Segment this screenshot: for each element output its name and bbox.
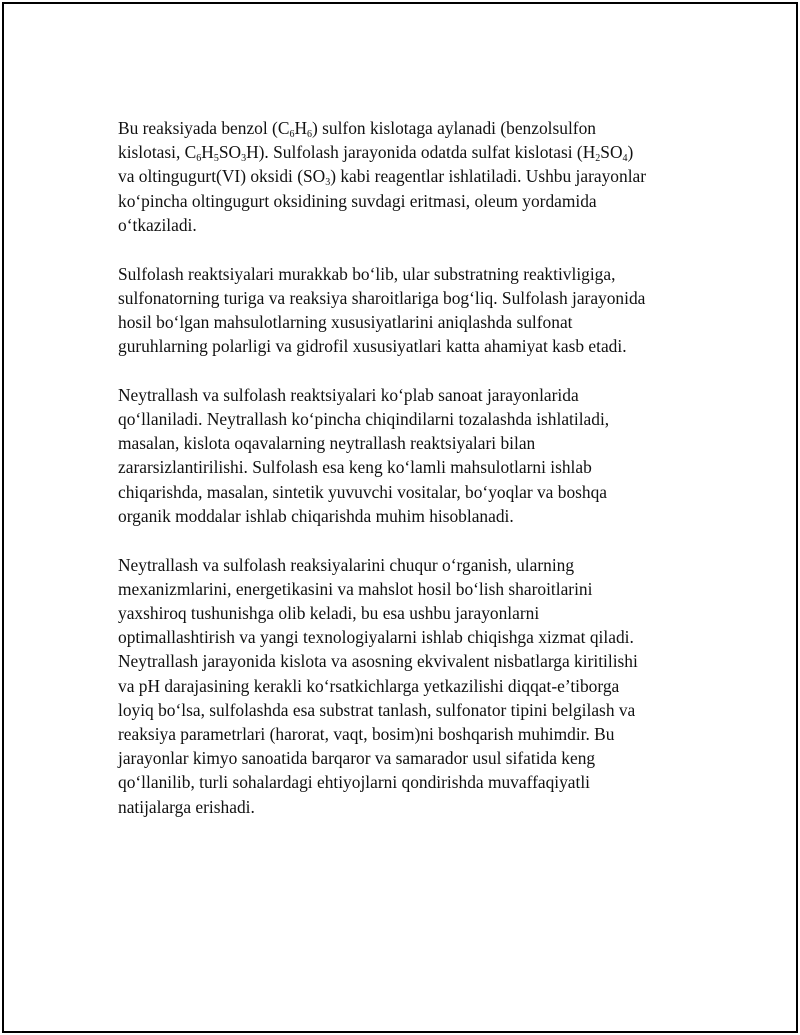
text-run: ) sulfon kislotaga aylanadi (benzolsulfon: [312, 118, 596, 138]
text-run: qoʻllanilib, turli sohalardagi ehtiyojlarni qondirishda muvaffaqiyatli: [118, 772, 591, 793]
text-line: [118, 383, 683, 407]
text-run: H: [294, 118, 307, 138]
text-line: [118, 795, 683, 819]
text-line: [118, 553, 683, 577]
text-line: [118, 140, 683, 164]
text-line: [118, 431, 683, 455]
text-run: SO: [600, 142, 623, 163]
text-run: organik moddalar ishlab chiqarishda muhim hisoblanadi.: [118, 505, 514, 526]
text-line: [118, 262, 683, 286]
text-run: mexanizmlarini, energetikasini va mahslot hosil boʻlish sharoitlarini: [118, 578, 593, 599]
text-line: [118, 746, 683, 770]
text-run: natijalarga erishadi.: [118, 796, 255, 817]
subscript-text: 6: [289, 129, 295, 140]
text-run: Bu reaksiyada benzol (C: [118, 118, 290, 138]
text-run: chiqarishda, masalan, sintetik yuvuvchi vositalar, boʻyoqlar va boshqa: [118, 481, 608, 502]
text-run: SO: [218, 142, 242, 163]
text-run: masalan, kislota oqavalarning neytrallash reaktsiyalari bilan: [118, 433, 536, 454]
text-run: va oltingugurt(VI) oksidi (SO: [118, 166, 326, 187]
text-run: zararsizlantirilishi. Sulfolash esa keng koʻlamli mahsulotlarni ishlab: [118, 457, 592, 478]
text-run: va pH darajasining kerakli koʻrsatkichlarga yetkazilishi diqqat-e’tiborga: [118, 675, 620, 696]
text-line: [118, 189, 683, 213]
text-line: [118, 116, 683, 140]
text-run: jarayonlar kimyo sanoatida barqaror va samarador usul sifatida keng: [118, 748, 596, 769]
text-line: [118, 577, 683, 601]
subscript-text: 2: [595, 153, 601, 165]
text-line: [118, 770, 683, 794]
text-run: Neytrallash va sulfolash reaktsiyalari koʻplab sanoat jarayonlarida: [118, 384, 579, 405]
text-run: H). Sulfolash jarayonida odatda sulfat kislotasi (H: [246, 142, 596, 163]
text-run: reaksiya parametrlari (harorat, vaqt, bosim)ni boshqarish muhimdir. Bu: [118, 723, 615, 744]
document-body: [118, 116, 683, 843]
text-run: loyiq boʻlsa, sulfolashda esa substrat tanlash, sulfonator tipini belgilash va: [118, 699, 636, 720]
text-line: [118, 649, 683, 673]
text-run: koʻpincha oltingugurt oksidining suvdagi eritmasi, oleum yordamida: [118, 190, 597, 211]
text-line: [118, 601, 683, 625]
subscript-text: 5: [213, 153, 219, 165]
paragraph-4: [118, 553, 683, 819]
text-run: oʻtkaziladi.: [118, 214, 197, 235]
text-line: [118, 480, 683, 504]
text-line: [118, 286, 683, 310]
text-line: [118, 455, 683, 479]
paragraph-3: [118, 383, 683, 528]
text-run: guruhlarning polarligi va gidrofil xususiyatlari katta ahamiyat kasb etadi.: [118, 336, 627, 357]
text-run: sulfonatorning turiga va reaksiya sharoitlariga bogʻliq. Sulfolash jarayonida: [118, 287, 646, 308]
text-line: [118, 310, 683, 334]
subscript-text: 4: [622, 153, 628, 165]
text-run: kislotasi, C: [118, 142, 197, 163]
text-run: hosil boʻlgan mahsulotlarning xususiyatlarini aniqlashda sulfonat: [118, 311, 573, 332]
text-line: [118, 625, 683, 649]
text-run: Neytrallash jarayonida kislota va asosning ekvivalent nisbatlarga kiritilishi: [118, 651, 638, 672]
paragraph-2: [118, 262, 683, 359]
text-line: [118, 698, 683, 722]
text-line: [118, 722, 683, 746]
text-line: [118, 334, 683, 358]
subscript-text: 6: [307, 129, 312, 140]
text-run: H: [201, 142, 214, 163]
text-run: optimallashtirish va yangi texnologiyalarni ishlab chiqishga xizmat qiladi.: [118, 627, 634, 648]
text-run: Sulfolash reaktsiyalari murakkab boʻlib, ular substratning reaktivligiga,: [118, 263, 616, 284]
subscript-text: 3: [241, 153, 247, 165]
text-line: [118, 164, 683, 188]
text-run: ) kabi reagentlar ishlatiladi. Ushbu jarayonlar: [330, 166, 647, 187]
text-line: [118, 407, 683, 431]
subscript-text: 3: [325, 177, 331, 189]
text-run: yaxshiroq tushunishga olib keladi, bu esa ushbu jarayonlarni: [118, 602, 540, 623]
subscript-text: 6: [196, 153, 202, 165]
text-run: ): [627, 142, 634, 163]
paragraph-1: [118, 116, 683, 237]
text-line: [118, 674, 683, 698]
text-line: [118, 504, 683, 528]
text-line: [118, 213, 683, 237]
text-run: qoʻllaniladi. Neytrallash koʻpincha chiqindilarni tozalashda ishlatiladi,: [118, 409, 610, 430]
text-run: Neytrallash va sulfolash reaksiyalarini chuqur oʻrganish, ularning: [118, 554, 575, 575]
